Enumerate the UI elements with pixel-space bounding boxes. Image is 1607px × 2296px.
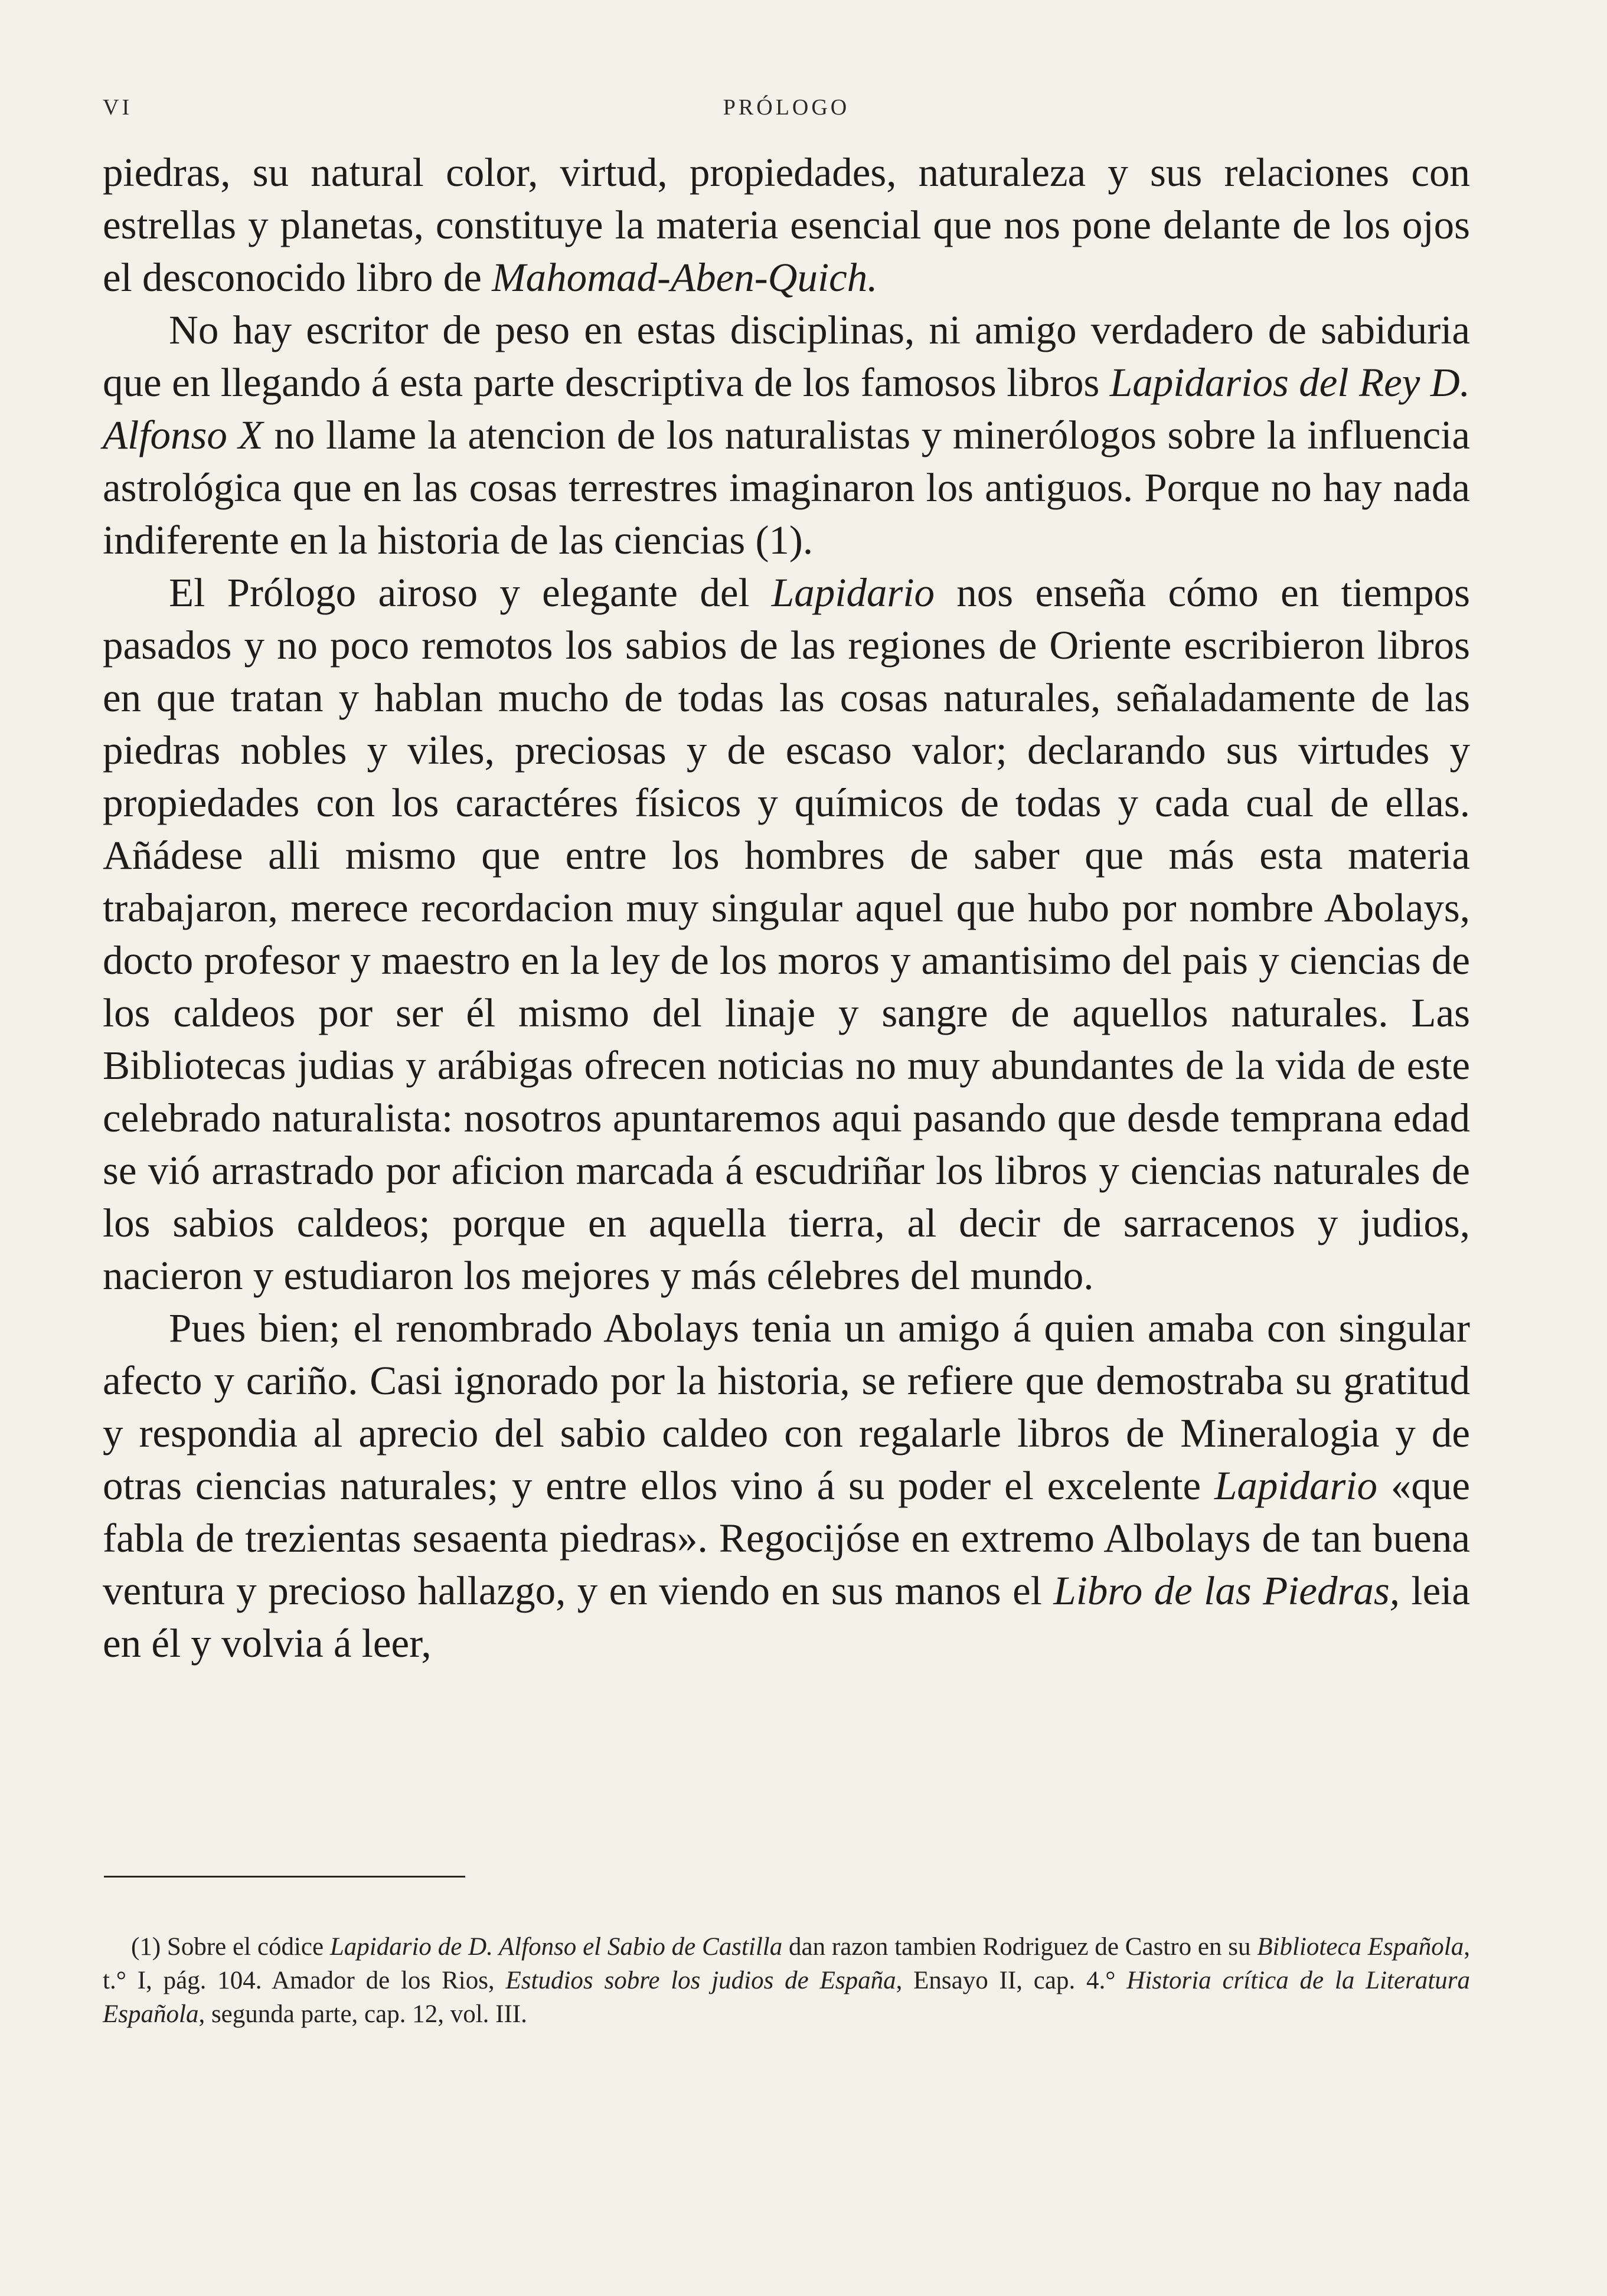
text-run: nos enseña cómo en tiempos pasados y no poco remotos los sabios de las regiones de Oriente escribieron libros en que tratan y hablan mucho de todas las cosas naturales, señaladamente de las piedras nobles y viles, preciosas y de escaso valor; declarando sus virtudes y propiedades con los caractéres físicos y químicos de todas y cada cual de ellas. Añádese alli mismo que entre los hombres de saber que más esta materia trabajaron, merece recordacion muy singular aquel que hubo por nombre Abolays, docto profesor y maestro en la ley de los moros y amantisimo del pais y ciencias de los caldeos por ser él mismo del linaje y sangre de aquellos naturales. Las Bibliotecas judias y arábigas ofrecen noticias no muy abundantes de la vida de este celebrado naturalista: nosotros apuntaremos aqui pasando que desde temprana edad se vió arrastrado por aficion marcada á escudriñar los libros y ciencias naturales de los sabios caldeos; porque en aquella tierra, al decir de sarracenos y judios, nacieron y estudiaron los mejores y más célebres del mundo. bbox=[103, 570, 1470, 1298]
text-run: , segunda parte, cap. 12, vol. III. bbox=[198, 2000, 527, 2028]
text-run: piedras, su natural color, virtud, propiedades, naturaleza y sus relaciones con estrellas y planetas, constituye la materia esencial que nos pone delante de los ojos el desconocido libro de bbox=[103, 150, 1470, 300]
paragraph-3 bbox=[103, 567, 1470, 1302]
italic-title: Libro de las Piedras, bbox=[1053, 1568, 1400, 1613]
running-head bbox=[103, 94, 1470, 130]
text-run: El Prólogo airoso y elegante del bbox=[169, 570, 772, 615]
footnote bbox=[103, 1930, 1470, 2031]
text-run: Pues bien; el renombrado Abolays tenia un amigo á quien amaba con singular afecto y cariño. Casi ignorado por la historia, se refiere que demostraba su gratitud y respondia al aprecio del sabio caldeo con regalarle libros de Mineralogia y de otras ciencias naturales; y entre ellos vino á su poder el excelente bbox=[103, 1306, 1470, 1508]
italic-title: Lapidario de D. Alfonso el Sabio de Castilla bbox=[329, 1933, 783, 1961]
italic-title: Lapidario bbox=[771, 570, 935, 615]
paragraph-2 bbox=[103, 304, 1470, 567]
running-title: PRÓLOGO bbox=[723, 95, 850, 120]
text-run: leia en él y volvia á leer, bbox=[103, 1568, 1471, 1666]
text-run: No hay escritor de peso en estas disciplinas, ni amigo verdadero de sabiduria que en llegando á esta parte descriptiva de los famosos libros bbox=[103, 308, 1470, 405]
footnote-rule bbox=[104, 1876, 465, 1878]
italic-title: Lapidario bbox=[1214, 1463, 1378, 1508]
paragraph-4 bbox=[103, 1302, 1470, 1670]
italic-title: Biblioteca Española bbox=[1257, 1933, 1464, 1961]
text-run: dan razon tambien Rodriguez de Castro en su bbox=[782, 1933, 1257, 1961]
italic-title: Historia crítica de la Literatura Española bbox=[103, 1967, 1471, 2028]
page-number: VI bbox=[103, 95, 133, 120]
italic-title: Lapidarios del Rey D. Alfonso X bbox=[103, 360, 1470, 457]
text-run: , t.° I, pág. 104. Amador de los Rios, bbox=[103, 1933, 1470, 1994]
paragraph-1 bbox=[103, 146, 1470, 304]
footnote-text bbox=[103, 1930, 1470, 2031]
text-run: no llame la atencion de los naturalistas y minerólogos sobre la influencia astrológica que en las cosas terrestres imaginaron los antiguos. Porque no hay nada indiferente en la historia de las ciencias (1). bbox=[103, 413, 1470, 562]
main-text bbox=[103, 146, 1470, 1670]
text-run: (1) Sobre el códice bbox=[131, 1933, 330, 1961]
text-run: «que fabla de trezientas sesaenta piedras». Regocijóse en extremo Albolays de tan buena ventura y precioso hallazgo, y en viendo en sus manos el bbox=[103, 1463, 1470, 1613]
text-run: , Ensayo II, cap. 4.° bbox=[896, 1967, 1127, 1994]
italic-title: Mahomad-Aben-Quich. bbox=[492, 255, 878, 300]
italic-title: Estudios sobre los judios de España bbox=[505, 1967, 896, 1994]
